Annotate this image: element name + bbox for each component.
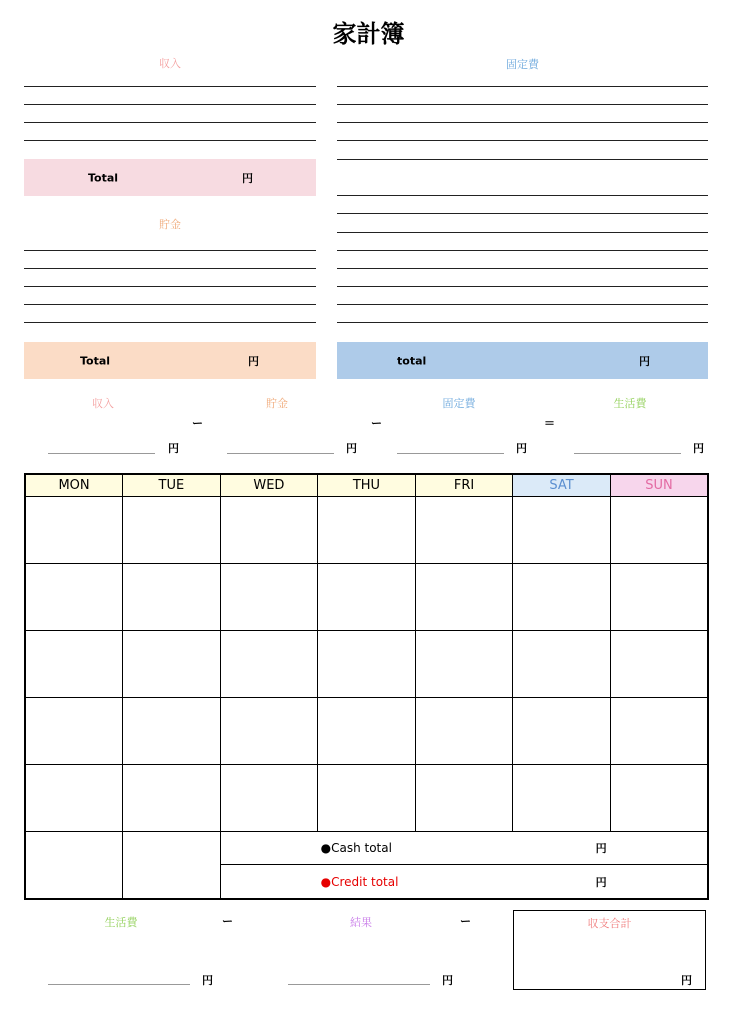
day-cell[interactable] (25, 631, 123, 698)
day-cell[interactable] (415, 564, 513, 631)
summary-living-field[interactable] (48, 984, 190, 985)
fixed-line[interactable] (337, 86, 708, 87)
fixed-line[interactable] (337, 159, 708, 160)
formula-income-field[interactable] (48, 453, 155, 454)
day-cell[interactable] (220, 564, 318, 631)
equals-sign: ＝ (544, 417, 555, 430)
formula-fixed-label: 固定費 (442, 397, 476, 410)
credit-total-row[interactable] (220, 865, 708, 899)
savings-line[interactable] (24, 250, 316, 251)
fixed-heading: 固定費 (506, 58, 539, 71)
income-line[interactable] (24, 104, 316, 105)
fixed-total-yen: 円 (639, 354, 650, 368)
fixed-line[interactable] (337, 213, 708, 214)
fixed-line[interactable] (337, 268, 708, 269)
day-cell[interactable] (25, 497, 123, 564)
day-cell[interactable] (513, 497, 611, 564)
day-cell[interactable] (513, 564, 611, 631)
day-cell[interactable] (513, 698, 611, 765)
day-cell[interactable] (610, 698, 708, 765)
day-cell[interactable] (513, 765, 611, 832)
day-cell[interactable] (415, 698, 513, 765)
calendar-week-row (25, 631, 708, 698)
income-total-label: Total (88, 171, 119, 184)
calendar-last-row (25, 832, 708, 865)
cash-total-label: ●Cash total (320, 841, 392, 856)
day-header-fri: FRI (415, 474, 513, 497)
day-cell[interactable] (318, 698, 416, 765)
day-cell[interactable] (318, 765, 416, 832)
income-line[interactable] (24, 86, 316, 87)
formula-living-field[interactable] (574, 453, 681, 454)
savings-total-label: Total (80, 354, 111, 367)
fixed-total-label: total (397, 354, 427, 367)
day-cell[interactable] (318, 497, 416, 564)
calendar-week-row (25, 564, 708, 631)
fixed-line[interactable] (337, 322, 708, 323)
day-cell[interactable] (415, 497, 513, 564)
fixed-line[interactable] (337, 304, 708, 305)
credit-total-yen: 円 (595, 875, 607, 889)
credit-total-label: ●Credit total (320, 874, 399, 889)
day-cell[interactable] (415, 765, 513, 832)
formula-living-label: 生活費 (613, 397, 647, 410)
day-cell[interactable] (220, 631, 318, 698)
day-cell[interactable] (220, 765, 318, 832)
day-cell[interactable] (25, 564, 123, 631)
fixed-line[interactable] (337, 122, 708, 123)
savings-total-yen: 円 (248, 354, 259, 368)
cash-total-row[interactable] (220, 832, 708, 865)
day-header-sat: SAT (513, 474, 611, 497)
day-cell[interactable] (318, 631, 416, 698)
calendar-week-row (25, 497, 708, 564)
summary-result-label: 結果 (350, 916, 372, 929)
calendar-week-row (25, 765, 708, 832)
income-line[interactable] (24, 140, 316, 141)
income-total-box (24, 159, 316, 196)
day-header-thu: THU (318, 474, 416, 497)
formula-fixed-yen: 円 (516, 442, 527, 455)
summary-result-field[interactable] (288, 984, 430, 985)
formula-savings-field[interactable] (227, 453, 334, 454)
day-cell[interactable] (123, 832, 221, 900)
day-cell[interactable] (123, 765, 221, 832)
fixed-line[interactable] (337, 232, 708, 233)
day-cell[interactable] (123, 631, 221, 698)
day-header-tue: TUE (123, 474, 221, 497)
day-cell[interactable] (610, 765, 708, 832)
summary-living-yen: 円 (202, 974, 213, 987)
formula-savings-label: 貯金 (266, 397, 288, 410)
cash-total-yen: 円 (595, 842, 607, 856)
minus-sign: ー (460, 915, 471, 928)
fixed-total-box (337, 342, 708, 379)
day-cell[interactable] (25, 765, 123, 832)
fixed-line[interactable] (337, 195, 708, 196)
fixed-line[interactable] (337, 104, 708, 105)
day-cell[interactable] (123, 564, 221, 631)
minus-sign: ー (192, 417, 203, 430)
day-header-sun: SUN (610, 474, 708, 497)
day-header-wed: WED (220, 474, 318, 497)
formula-income-label: 収入 (92, 397, 114, 410)
formula-income-yen: 円 (168, 442, 179, 455)
fixed-line[interactable] (337, 250, 708, 251)
minus-sign: ー (222, 915, 233, 928)
minus-sign: ー (371, 417, 382, 430)
calendar-header-row (25, 474, 708, 497)
formula-fixed-field[interactable] (397, 453, 504, 454)
calendar-table (24, 473, 709, 900)
summary-result-yen: 円 (442, 974, 453, 987)
income-heading: 収入 (159, 57, 181, 70)
savings-line[interactable] (24, 286, 316, 287)
summary-living-label: 生活費 (104, 916, 138, 929)
day-cell[interactable] (220, 497, 318, 564)
formula-savings-yen: 円 (346, 442, 357, 455)
fixed-line[interactable] (337, 286, 708, 287)
day-cell[interactable] (25, 698, 123, 765)
day-cell[interactable] (610, 564, 708, 631)
day-cell[interactable] (220, 698, 318, 765)
day-cell[interactable] (415, 631, 513, 698)
income-total-yen: 円 (242, 171, 253, 185)
day-cell[interactable] (123, 698, 221, 765)
day-header-mon: MON (25, 474, 123, 497)
savings-total-box (24, 342, 316, 379)
savings-line[interactable] (24, 268, 316, 269)
fixed-line[interactable] (337, 140, 708, 141)
income-line[interactable] (24, 122, 316, 123)
grand-total-label: 収支合計 (587, 917, 632, 930)
savings-heading: 貯金 (159, 218, 181, 231)
savings-line[interactable] (24, 322, 316, 323)
day-cell[interactable] (123, 497, 221, 564)
savings-line[interactable] (24, 304, 316, 305)
day-cell[interactable] (610, 631, 708, 698)
page-title: 家計簿 (332, 20, 405, 48)
calendar-week-row (25, 698, 708, 765)
day-cell[interactable] (513, 631, 611, 698)
day-cell[interactable] (25, 832, 123, 900)
day-cell[interactable] (610, 497, 708, 564)
grand-total-yen: 円 (681, 974, 692, 987)
formula-living-yen: 円 (693, 442, 704, 455)
day-cell[interactable] (318, 564, 416, 631)
grand-total-box[interactable] (513, 910, 706, 990)
